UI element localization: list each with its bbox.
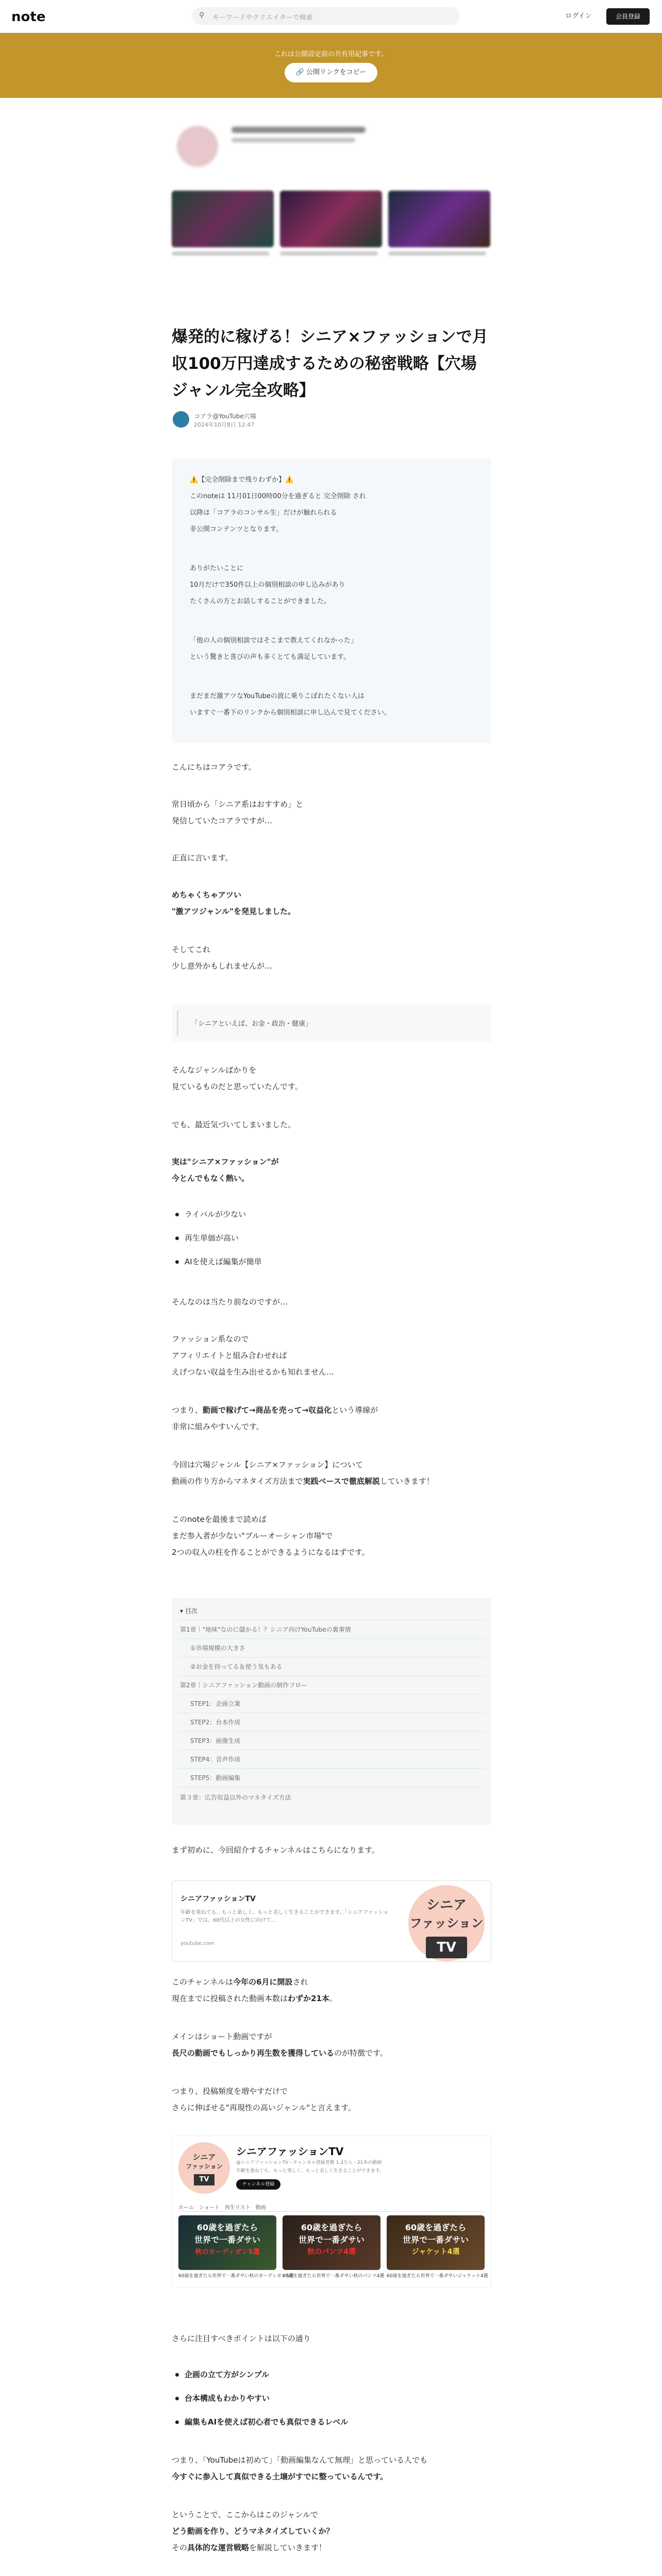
toc-divider [178,1675,485,1676]
toc-divider [178,1638,485,1639]
body-paragraph: つまり、「YouTubeは初めて」「動画編集なんて無理」と思っている人でも [172,2455,427,2465]
link-card-title: シニアファッションTV [180,1895,256,1903]
link-card-url: youtube.com [180,1941,214,1946]
body-paragraph: さらに伸ばせる"再現性の高いジャンル"と言えます。 [172,2103,356,2112]
article-title-line: 収100万円達成するための秘密戦略【穴場 [172,354,477,373]
body-paragraph: えげつない収益を生み出せるかも知れません… [172,1367,335,1377]
bullet-dot [175,2373,179,2377]
quote-block [172,1005,491,1042]
bullet-dot [175,1213,179,1216]
body-paragraph: 発信していたコアラですが… [172,816,273,825]
magazine-header [172,121,490,167]
post-date: 2024年10月8日 12:47 [194,421,255,428]
body-paragraph: つまり、動画で稼げて→商品を売って→収益化という導線が [172,1405,378,1415]
article-title [172,324,491,404]
notice-line: いますぐ一番下のリンクから個別相談に申し込んで見てください。 [190,709,391,717]
video-thumbnail [283,2215,380,2270]
toc-divider [178,1768,485,1769]
body-paragraph: その具体的な運営戦略を解説していきます！ [172,2543,327,2552]
search-placeholder: キーワードやクリエイターで検索 [212,14,313,22]
youtube-link-card[interactable] [172,1880,491,1962]
body-paragraph: 現在までに投稿された動画本数はわずか21本。 [172,1994,337,2003]
login-button[interactable]: ログイン [565,12,592,20]
quote-bar [177,1011,178,1036]
video-caption: 60歳を過ぎたら世界で一番ダサいジャケット4選 [387,2274,488,2279]
body-paragraph: 今とんでもなく熱い。 [172,1174,250,1183]
channel-avatar [178,2142,230,2194]
thumb-text: ジャケット4選 [411,2248,460,2256]
magazine-caption [172,251,270,256]
note-logo[interactable]: note [11,9,46,25]
notice-line: 10月だけで350件以上の個別相談の申し込みがあり [190,581,345,589]
magazine-caption [280,251,378,256]
signup-button[interactable]: 会員登録 [606,8,650,25]
thumb-text: 世界で一番ダサい [298,2235,365,2245]
channel-logo-tv: TV [426,1937,467,1958]
video-caption: 60歳を過ぎたら世界で一番ダサい秋のパンツ4選 [283,2274,385,2279]
channel-avatar-tv: TV [194,2174,214,2185]
channel-logo-line: ファッション [409,1916,484,1930]
body-paragraph: つまり、投稿頻度を増やすだけで [172,2087,288,2096]
body-paragraph: "激アツジャンル"を発見しました。 [172,907,295,916]
body-paragraph: そしてこれ [172,945,211,954]
article-title-line: 爆発的に稼げる！シニア×ファッションで月 [172,328,488,346]
share-banner [0,33,662,98]
notice-line: ありがたいことに [190,565,244,572]
bullet-dot [175,1260,179,1264]
toc-item[interactable]: STEP2：台本作成 [190,1719,241,1726]
notice-line: たくさんの方とお話しすることができました。 [190,598,331,605]
body-paragraph: まず初めに、今回紹介するチャンネルはこちらになります。 [172,1845,379,1855]
bullet-dot [175,1236,179,1240]
body-paragraph: めちゃくちゃアツい [172,890,242,900]
body-paragraph: 長尺の動画でもしっかり再生数を獲得しているのが特徴です。 [172,2048,388,2058]
quote-text: 「シニアといえば、お金・政治・健康」 [191,1020,312,1028]
body-paragraph: 常日頃から「シニア系はおすすめ」と [172,800,304,809]
body-paragraph: 正直に言います。 [172,853,233,862]
toc-item[interactable]: 第1章｜"地味"なのに儲かる！？シニア向けYouTubeの裏事情 [180,1626,351,1633]
search-icon: ⚲ [199,11,205,20]
body-paragraph: まだ参入者が少ない"ブルーオーシャン市場"で [172,1531,333,1540]
magazine-title [231,127,366,133]
link-card-description: 年齢を重ねても、もっと楽しく、もっと美しく生きることができます。「シニアファッションTV」では、60代以上の女性に向けて… [180,1910,389,1923]
copy-link-label: 公開リンクをコピー [306,69,367,76]
thumb-text: 秋のパンツ4選 [307,2248,356,2256]
body-paragraph: このチャンネルは今年の6月に開設され [172,1977,308,1987]
site-header [0,0,662,33]
list-item: 再生単価が高い [185,1233,239,1243]
toc-item[interactable]: STEP5：動画編集 [190,1774,241,1782]
channel-tab-divider [178,2211,486,2212]
channel-avatar-line: シニア [192,2153,216,2162]
thumb-text: 60歳を過ぎたら [196,2223,258,2232]
body-paragraph: 今回は穴場ジャンル【シニア×ファッション】について [172,1460,363,1469]
thumb-text: 60歳を過ぎたら [301,2223,362,2232]
body-paragraph: 非常に組みやすいんです。 [172,1422,264,1431]
bullet-dot [175,2420,179,2424]
toc-item[interactable]: 第2章｜シニアファッション動画の制作フロー [180,1682,308,1689]
toc-divider [178,1731,485,1732]
toc-heading-label: 目次 [185,1607,197,1615]
magazine-thumbnail[interactable] [388,191,490,247]
magazine-caption [388,251,486,256]
body-paragraph: ということで、ここからはこのジャンルで [172,2510,319,2519]
notice-line: 以降は「コアラのコンサル生」だけが触れられる [190,509,337,517]
body-paragraph: 2つの収入の柱を作ることができるようになるはずです。 [172,1548,370,1557]
magazine-thumbnail[interactable] [172,191,274,247]
list-item: 台本構成もわかりやすい [185,2394,270,2403]
notice-line: という驚きと喜びの声も多くとても満足しています。 [190,653,350,661]
notice-line: 非公開コンテンツとなります。 [190,526,283,533]
body-paragraph: 今すぐに参入して真似できる土壌がすでに整っているんです。 [172,2472,388,2481]
body-paragraph: どう動画を作り、どうマネタイズしていくか？ [172,2527,334,2536]
channel-logo-line: シニア [426,1897,467,1913]
author-name[interactable]: コアラ@YouTube穴場 [194,413,256,420]
toc-item[interactable]: ②お金を持ってる＆使う気もある [190,1663,283,1670]
notice-line: このnoteは 11月01日00時00分を過ぎると 完全削除 され [190,493,366,500]
toc-item[interactable]: STEP4：音声作成 [190,1756,241,1763]
channel-tabs: ホーム ショート 再生リスト 動画 [178,2205,266,2211]
body-paragraph: そんなジャンルばかりを [172,1065,257,1075]
toc-heading[interactable]: ▾ 目次 [180,1607,197,1615]
body-paragraph: 少し意外かもしれませんが… [172,961,273,971]
channel-meta: @シニアファッションTV・チャンネル登録者数 1.2万人・21本の動画 [236,2160,382,2165]
table-of-contents [172,1598,491,1825]
body-paragraph: アフィリエイトと組み合わせれば [172,1351,287,1360]
channel-screenshot [172,2136,491,2287]
list-item: 企画の立て方がシンプル [185,2370,270,2379]
body-paragraph: メインはショート動画ですが [172,2032,272,2041]
video-thumbnail [178,2215,276,2270]
search-bar[interactable] [192,7,460,25]
toc-item[interactable]: 第３章：広告収益以外のマネタイズ方法 [180,1794,291,1801]
video-thumbnail [387,2215,485,2270]
subscribe-button: チャンネル登録 [236,2179,280,2190]
article-title-line: ジャンル完全攻略】 [172,381,315,400]
magazine-thumbnail[interactable] [280,191,382,247]
magazine-subtitle [231,138,355,142]
notice-line: 「他の人の個別相談ではそこまで教えてくれなかった」 [190,637,358,645]
copy-link-button[interactable]: 🔗 公開リンクをコピー [285,63,377,82]
author-avatar[interactable] [173,411,189,428]
thumb-text: 秋のカーディガン5選 [195,2248,260,2256]
channel-logo-image [408,1885,485,1961]
magazine-avatar [177,126,218,167]
body-paragraph: 動画の作り方からマネタイズ方法まで実践ベースで徹底解説していきます！ [172,1477,434,1486]
channel-name: シニアファッションTV [236,2145,344,2158]
body-paragraph: 見ているものだと思っていたんです。 [172,1082,303,1091]
toc-item[interactable]: STEP1：企画立案 [190,1700,241,1707]
notice-line: ⚠️【完全削除まで残りわずか】⚠️ [190,476,294,484]
bullet-dot [175,2397,179,2400]
thumb-text: 世界で一番ダサい [194,2235,260,2245]
channel-avatar-line: ファッション [186,2163,223,2170]
body-paragraph: こんにちはコアラです。 [172,762,256,772]
list-item: ライバルが少ない [185,1210,246,1219]
body-paragraph: このnoteを最後まで読めば [172,1515,267,1524]
toc-item[interactable]: ①市場規模の大きさ [190,1645,245,1652]
video-caption: 60歳を過ぎたら世界で一番ダサい秋のカーディガン5選 [178,2274,294,2279]
body-paragraph: 実は"シニア×ファッション"が [172,1157,279,1166]
magazine-card[interactable] [172,113,490,268]
banner-text: これは公開設定前の共有用記事です。 [274,50,388,58]
body-paragraph: ファッション系なので [172,1334,249,1344]
channel-description: 年齢を重ねても、もっと楽しく、もっと美しく生きることができます。 [236,2168,384,2174]
body-paragraph: でも、最近気づいてしまいました。 [172,1120,296,1129]
body-paragraph: そんなのは当たり前なのですが… [172,1297,288,1307]
body-paragraph: さらに注目すべきポイントは以下の通り [172,2334,311,2343]
thumb-text: 世界で一番ダサい [402,2235,469,2245]
notice-line: まだまだ激アツなYouTubeの波に乗りこぼれたくない人は [190,692,365,700]
list-item: 編集もAIを使えば初心者でも真似できるレベル [185,2417,349,2427]
toc-item[interactable]: STEP3：画像生成 [190,1737,241,1744]
thumb-text: 60歳を過ぎたら [405,2223,467,2232]
list-item: AIを使えば編集が簡単 [185,1257,262,1266]
